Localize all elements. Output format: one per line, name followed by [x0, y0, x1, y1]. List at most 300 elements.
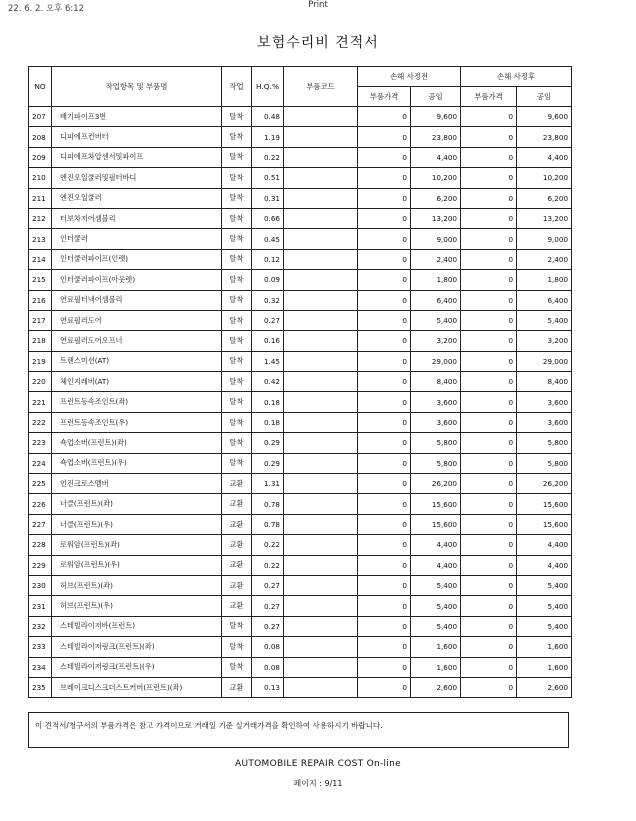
row-parts-before: 0	[358, 249, 411, 269]
row-work-type: 탈착	[222, 168, 252, 188]
row-labor-before: 29,000	[411, 351, 461, 371]
row-parts-after: 0	[461, 535, 517, 555]
row-work-type: 교환	[222, 474, 252, 494]
row-no: 209	[29, 147, 52, 167]
row-item-name: 쇽업소버(프런트)(좌)	[52, 433, 222, 453]
row-parts-after: 0	[461, 290, 517, 310]
row-parts-before: 0	[358, 310, 411, 330]
row-parts-after: 0	[461, 555, 517, 575]
row-part-code	[284, 514, 358, 534]
row-labor-after: 5,400	[517, 616, 572, 636]
row-parts-before: 0	[358, 453, 411, 473]
row-labor-after: 9,000	[517, 229, 572, 249]
row-no: 217	[29, 310, 52, 330]
row-parts-before: 0	[358, 514, 411, 534]
row-labor-after: 5,800	[517, 433, 572, 453]
print-datetime: 22. 6. 2. 오후 6:12	[8, 4, 85, 14]
row-part-code	[284, 677, 358, 697]
row-parts-after: 0	[461, 474, 517, 494]
row-part-code	[284, 229, 358, 249]
row-labor-before: 5,400	[411, 596, 461, 616]
row-work-type: 탈착	[222, 229, 252, 249]
row-part-code	[284, 596, 358, 616]
col-item: 작업항목 및 부품명	[52, 67, 222, 107]
row-labor-after: 5,400	[517, 596, 572, 616]
row-item-name: 디피에프컨버터	[52, 127, 222, 147]
row-labor-before: 9,600	[411, 107, 461, 127]
row-no: 213	[29, 229, 52, 249]
row-work-type: 탈착	[222, 616, 252, 636]
row-parts-after: 0	[461, 637, 517, 657]
row-no: 233	[29, 637, 52, 657]
row-labor-after: 4,400	[517, 147, 572, 167]
row-labor-before: 15,600	[411, 514, 461, 534]
row-hq: 0.66	[252, 208, 284, 228]
row-labor-before: 9,000	[411, 229, 461, 249]
system-name: AUTOMOBILE REPAIR COST On-line	[235, 759, 401, 769]
row-no: 225	[29, 474, 52, 494]
table-row	[29, 596, 572, 616]
row-parts-after: 0	[461, 147, 517, 167]
row-parts-before: 0	[358, 677, 411, 697]
row-no: 216	[29, 290, 52, 310]
row-part-code	[284, 372, 358, 392]
row-item-name: 허브(프런트)(우)	[52, 596, 222, 616]
row-labor-before: 26,200	[411, 474, 461, 494]
table-row	[29, 249, 572, 269]
row-no: 208	[29, 127, 52, 147]
row-item-name: 인터쿨러파이프(아웃렛)	[52, 270, 222, 290]
row-item-name: 스테빌라이저바(프런트)	[52, 616, 222, 636]
row-part-code	[284, 637, 358, 657]
row-labor-before: 4,400	[411, 555, 461, 575]
row-hq: 0.29	[252, 433, 284, 453]
row-item-name: 디피에프차압센서및파이프	[52, 147, 222, 167]
row-labor-after: 5,400	[517, 310, 572, 330]
row-labor-after: 23,800	[517, 127, 572, 147]
row-no: 211	[29, 188, 52, 208]
row-parts-after: 0	[461, 331, 517, 351]
col-group-after: 손해 사정후	[461, 67, 572, 87]
row-parts-before: 0	[358, 372, 411, 392]
row-labor-after: 10,200	[517, 168, 572, 188]
row-labor-after: 5,800	[517, 453, 572, 473]
row-labor-before: 2,400	[411, 249, 461, 269]
row-item-name: 스테빌라이저링크(프런트)(우)	[52, 657, 222, 677]
row-no: 224	[29, 453, 52, 473]
row-hq: 0.42	[252, 372, 284, 392]
row-parts-before: 0	[358, 127, 411, 147]
col-labor-after: 공임	[517, 87, 572, 107]
row-part-code	[284, 208, 358, 228]
row-work-type: 교환	[222, 514, 252, 534]
row-labor-before: 3,600	[411, 392, 461, 412]
row-hq: 0.22	[252, 147, 284, 167]
row-parts-after: 0	[461, 372, 517, 392]
row-labor-before: 4,400	[411, 147, 461, 167]
row-parts-after: 0	[461, 188, 517, 208]
row-part-code	[284, 290, 358, 310]
row-no: 230	[29, 575, 52, 595]
row-item-name: 연료필터낵어셈블리	[52, 290, 222, 310]
row-parts-after: 0	[461, 575, 517, 595]
row-labor-before: 5,400	[411, 575, 461, 595]
row-item-name: 로워암(프런트)(우)	[52, 555, 222, 575]
row-labor-before: 10,200	[411, 168, 461, 188]
row-parts-before: 0	[358, 270, 411, 290]
row-parts-after: 0	[461, 433, 517, 453]
row-parts-after: 0	[461, 270, 517, 290]
row-labor-before: 3,200	[411, 331, 461, 351]
row-hq: 0.22	[252, 555, 284, 575]
row-item-name: 로워암(프런트)(좌)	[52, 535, 222, 555]
row-hq: 0.13	[252, 677, 284, 697]
row-no: 220	[29, 372, 52, 392]
row-parts-before: 0	[358, 535, 411, 555]
row-work-type: 탈착	[222, 351, 252, 371]
row-part-code	[284, 555, 358, 575]
row-work-type: 교환	[222, 494, 252, 514]
row-work-type: 교환	[222, 555, 252, 575]
row-hq: 0.32	[252, 290, 284, 310]
row-labor-before: 13,200	[411, 208, 461, 228]
row-labor-after: 2,400	[517, 249, 572, 269]
row-hq: 0.08	[252, 657, 284, 677]
row-parts-before: 0	[358, 637, 411, 657]
row-item-name: 쇽업소버(프런트)(우)	[52, 453, 222, 473]
row-labor-before: 1,600	[411, 657, 461, 677]
row-hq: 0.09	[252, 270, 284, 290]
row-no: 231	[29, 596, 52, 616]
row-parts-after: 0	[461, 127, 517, 147]
row-item-name: 너클(프런트)(좌)	[52, 494, 222, 514]
row-hq: 0.45	[252, 229, 284, 249]
row-parts-before: 0	[358, 351, 411, 371]
row-part-code	[284, 351, 358, 371]
table-row	[29, 677, 572, 697]
row-hq: 0.51	[252, 168, 284, 188]
table-row	[29, 270, 572, 290]
row-no: 207	[29, 107, 52, 127]
row-labor-after: 15,600	[517, 494, 572, 514]
col-hq: H.Q.%	[252, 67, 284, 107]
table-row	[29, 310, 572, 330]
row-work-type: 탈착	[222, 127, 252, 147]
table-row	[29, 351, 572, 371]
row-parts-after: 0	[461, 208, 517, 228]
row-labor-after: 4,400	[517, 555, 572, 575]
row-parts-before: 0	[358, 290, 411, 310]
row-labor-before: 5,400	[411, 310, 461, 330]
row-parts-after: 0	[461, 596, 517, 616]
row-parts-before: 0	[358, 229, 411, 249]
row-labor-after: 6,400	[517, 290, 572, 310]
row-work-type: 탈착	[222, 372, 252, 392]
row-hq: 0.18	[252, 412, 284, 432]
table-row	[29, 107, 572, 127]
row-item-name: 인터쿨러파이프(인렛)	[52, 249, 222, 269]
row-labor-before: 5,800	[411, 453, 461, 473]
row-labor-before: 4,400	[411, 535, 461, 555]
row-work-type: 탈착	[222, 270, 252, 290]
row-no: 221	[29, 392, 52, 412]
row-hq: 0.22	[252, 535, 284, 555]
row-hq: 1.45	[252, 351, 284, 371]
col-group-before: 손해 사정전	[358, 67, 461, 87]
row-work-type: 탈착	[222, 310, 252, 330]
row-work-type: 탈착	[222, 249, 252, 269]
row-part-code	[284, 535, 358, 555]
print-label: Print	[308, 0, 328, 10]
table-row	[29, 453, 572, 473]
table-body	[29, 107, 572, 698]
table-row	[29, 616, 572, 636]
row-no: 219	[29, 351, 52, 371]
row-hq: 0.27	[252, 616, 284, 636]
row-labor-before: 3,600	[411, 412, 461, 432]
row-parts-after: 0	[461, 107, 517, 127]
row-item-name: 프런트등속조인트(우)	[52, 412, 222, 432]
row-item-name: 인터쿨러	[52, 229, 222, 249]
row-no: 223	[29, 433, 52, 453]
row-hq: 0.78	[252, 514, 284, 534]
row-parts-after: 0	[461, 657, 517, 677]
row-part-code	[284, 453, 358, 473]
row-work-type: 탈착	[222, 453, 252, 473]
row-part-code	[284, 657, 358, 677]
row-labor-after: 3,600	[517, 392, 572, 412]
row-labor-before: 1,800	[411, 270, 461, 290]
row-work-type: 교환	[222, 596, 252, 616]
row-hq: 0.27	[252, 596, 284, 616]
row-hq: 0.18	[252, 392, 284, 412]
table-row	[29, 188, 572, 208]
row-no: 229	[29, 555, 52, 575]
table-row	[29, 372, 572, 392]
row-part-code	[284, 270, 358, 290]
table-row	[29, 412, 572, 432]
row-part-code	[284, 494, 358, 514]
row-parts-before: 0	[358, 188, 411, 208]
row-item-name: 허브(프런트)(좌)	[52, 575, 222, 595]
table-row	[29, 127, 572, 147]
row-work-type: 탈착	[222, 331, 252, 351]
row-part-code	[284, 188, 358, 208]
col-parts-before: 부품가격	[358, 87, 411, 107]
row-labor-after: 9,600	[517, 107, 572, 127]
row-parts-after: 0	[461, 453, 517, 473]
row-parts-before: 0	[358, 392, 411, 412]
row-labor-before: 1,600	[411, 637, 461, 657]
row-labor-after: 26,200	[517, 474, 572, 494]
row-parts-before: 0	[358, 616, 411, 636]
row-parts-after: 0	[461, 249, 517, 269]
row-no: 214	[29, 249, 52, 269]
row-work-type: 교환	[222, 677, 252, 697]
row-labor-before: 8,400	[411, 372, 461, 392]
row-parts-after: 0	[461, 392, 517, 412]
row-parts-before: 0	[358, 412, 411, 432]
row-no: 212	[29, 208, 52, 228]
row-hq: 1.19	[252, 127, 284, 147]
row-item-name: 트랜스미션(AT)	[52, 351, 222, 371]
row-no: 210	[29, 168, 52, 188]
row-no: 227	[29, 514, 52, 534]
row-labor-after: 4,400	[517, 535, 572, 555]
table-row	[29, 657, 572, 677]
row-no: 215	[29, 270, 52, 290]
row-labor-after: 2,600	[517, 677, 572, 697]
row-no: 218	[29, 331, 52, 351]
row-item-name: 연료필러도어	[52, 310, 222, 330]
row-parts-after: 0	[461, 514, 517, 534]
row-work-type: 탈착	[222, 107, 252, 127]
row-item-name: 터보차저어셈블리	[52, 208, 222, 228]
row-parts-before: 0	[358, 474, 411, 494]
row-labor-before: 5,800	[411, 433, 461, 453]
row-hq: 0.48	[252, 107, 284, 127]
row-item-name: 언진크로스멤버	[52, 474, 222, 494]
row-parts-after: 0	[461, 677, 517, 697]
row-labor-after: 3,200	[517, 331, 572, 351]
table-row	[29, 331, 572, 351]
row-part-code	[284, 616, 358, 636]
table-row	[29, 433, 572, 453]
row-work-type: 교환	[222, 535, 252, 555]
table-row	[29, 474, 572, 494]
row-labor-before: 15,600	[411, 494, 461, 514]
row-parts-after: 0	[461, 310, 517, 330]
table-row	[29, 637, 572, 657]
estimate-table	[28, 66, 572, 698]
row-no: 226	[29, 494, 52, 514]
row-part-code	[284, 107, 358, 127]
row-parts-before: 0	[358, 168, 411, 188]
row-labor-after: 29,000	[517, 351, 572, 371]
row-parts-after: 0	[461, 168, 517, 188]
row-hq: 0.12	[252, 249, 284, 269]
row-work-type: 탈착	[222, 412, 252, 432]
row-parts-before: 0	[358, 433, 411, 453]
row-parts-after: 0	[461, 412, 517, 432]
row-hq: 0.78	[252, 494, 284, 514]
document-title: 보험수리비 견적서	[257, 35, 379, 51]
row-parts-before: 0	[358, 331, 411, 351]
row-parts-before: 0	[358, 657, 411, 677]
row-parts-before: 0	[358, 575, 411, 595]
row-part-code	[284, 310, 358, 330]
row-item-name: 엔진오일쿨러	[52, 188, 222, 208]
row-parts-after: 0	[461, 494, 517, 514]
row-hq: 0.31	[252, 188, 284, 208]
row-work-type: 탈착	[222, 657, 252, 677]
row-parts-before: 0	[358, 596, 411, 616]
col-no: NO	[29, 67, 52, 107]
row-labor-after: 6,200	[517, 188, 572, 208]
table-row	[29, 555, 572, 575]
row-hq: 0.08	[252, 637, 284, 657]
col-work: 작업	[222, 67, 252, 107]
table-row	[29, 290, 572, 310]
price-notice: 이 견적서/청구서의 부품가격은 참고 가격이므로 거래일 기준 실거래가격을 확인하여 사용하시기 바랍니다.	[28, 712, 569, 748]
row-item-name: 연료필러도어오프너	[52, 331, 222, 351]
row-hq: 0.29	[252, 453, 284, 473]
row-hq: 1.31	[252, 474, 284, 494]
row-hq: 0.27	[252, 575, 284, 595]
row-parts-before: 0	[358, 555, 411, 575]
row-parts-after: 0	[461, 351, 517, 371]
row-labor-after: 5,400	[517, 575, 572, 595]
row-labor-before: 23,800	[411, 127, 461, 147]
row-labor-before: 6,200	[411, 188, 461, 208]
table-row	[29, 575, 572, 595]
row-work-type: 탈착	[222, 433, 252, 453]
table-row	[29, 392, 572, 412]
page-number: 페이지 : 9/11	[293, 779, 343, 788]
row-parts-before: 0	[358, 494, 411, 514]
row-labor-after: 1,600	[517, 657, 572, 677]
row-item-name: 프런트등속조인트(좌)	[52, 392, 222, 412]
row-item-name: 브레이크디스크더스트커버(프런트)(좌)	[52, 677, 222, 697]
row-part-code	[284, 127, 358, 147]
row-part-code	[284, 249, 358, 269]
row-labor-after: 1,800	[517, 270, 572, 290]
row-parts-before: 0	[358, 208, 411, 228]
row-labor-after: 3,600	[517, 412, 572, 432]
row-no: 235	[29, 677, 52, 697]
row-no: 232	[29, 616, 52, 636]
row-item-name: 스테빌라이저링크(프런트)(좌)	[52, 637, 222, 657]
row-part-code	[284, 331, 358, 351]
table-header	[29, 67, 572, 107]
row-hq: 0.27	[252, 310, 284, 330]
row-parts-before: 0	[358, 107, 411, 127]
row-work-type: 탈착	[222, 147, 252, 167]
row-work-type: 탈착	[222, 290, 252, 310]
row-labor-after: 1,600	[517, 637, 572, 657]
row-hq: 0.16	[252, 331, 284, 351]
row-part-code	[284, 412, 358, 432]
row-part-code	[284, 168, 358, 188]
row-item-name: 배기파이프3번	[52, 107, 222, 127]
row-parts-before: 0	[358, 147, 411, 167]
row-work-type: 탈착	[222, 208, 252, 228]
row-work-type: 탈착	[222, 188, 252, 208]
row-work-type: 탈착	[222, 392, 252, 412]
row-no: 222	[29, 412, 52, 432]
table-row	[29, 147, 572, 167]
row-no: 228	[29, 535, 52, 555]
row-no: 234	[29, 657, 52, 677]
table-row	[29, 229, 572, 249]
table-row	[29, 514, 572, 534]
table-row	[29, 208, 572, 228]
row-parts-after: 0	[461, 616, 517, 636]
row-work-type: 교환	[222, 575, 252, 595]
row-item-name: 엔진오일쿨러및필터바디	[52, 168, 222, 188]
col-labor-before: 공임	[411, 87, 461, 107]
row-part-code	[284, 392, 358, 412]
row-labor-before: 2,600	[411, 677, 461, 697]
row-labor-before: 5,400	[411, 616, 461, 636]
table-row	[29, 535, 572, 555]
table-row	[29, 494, 572, 514]
row-labor-after: 13,200	[517, 208, 572, 228]
row-part-code	[284, 474, 358, 494]
row-work-type: 탈착	[222, 637, 252, 657]
table-row	[29, 168, 572, 188]
row-labor-before: 6,400	[411, 290, 461, 310]
